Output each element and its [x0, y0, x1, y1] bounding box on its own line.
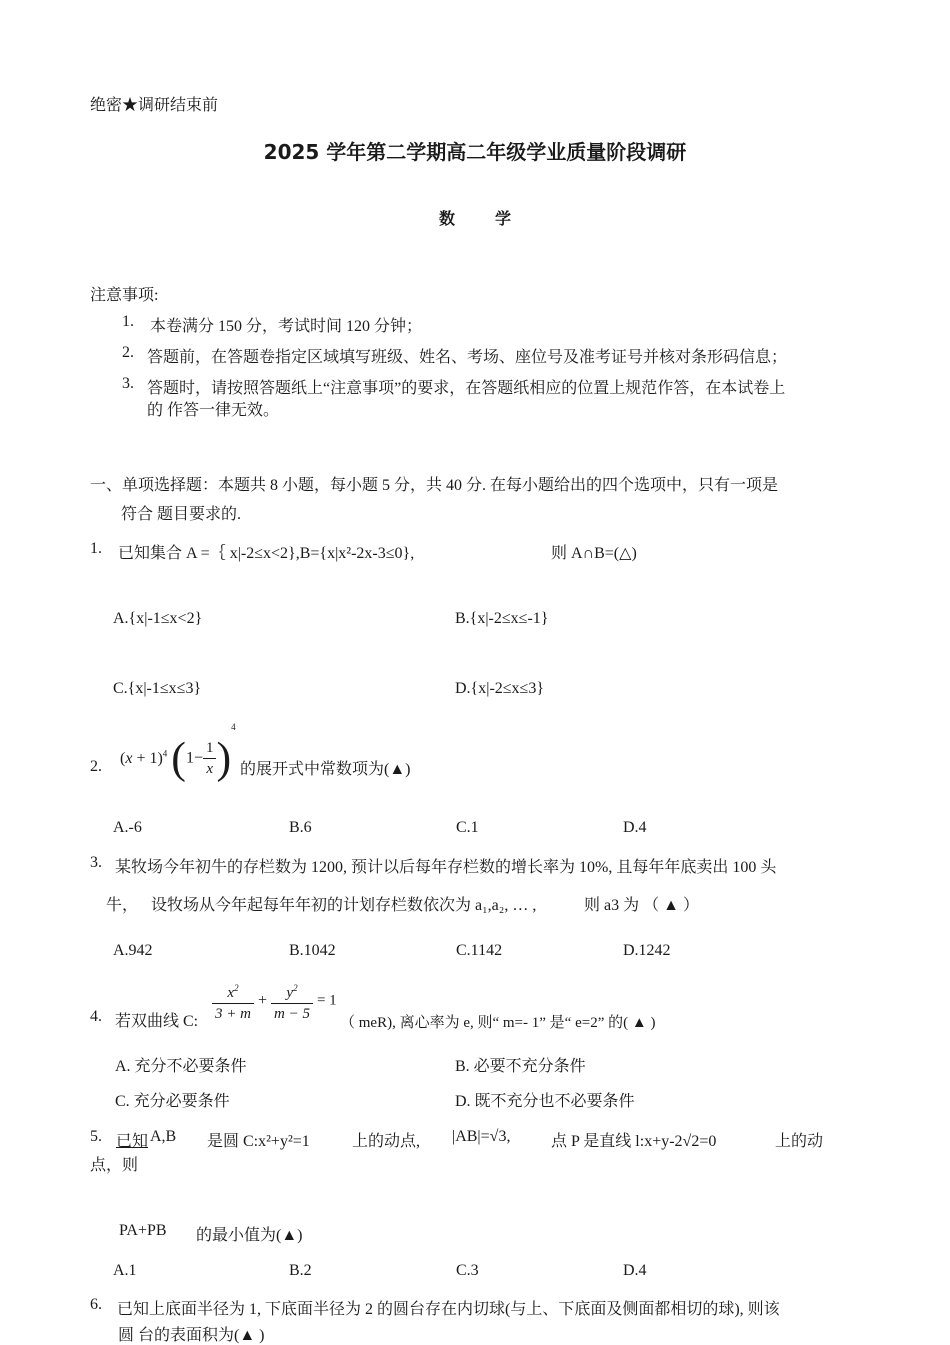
question-stem: 已知集合 A =｛ x|-2≤x<2},B={x|x²-2x-3≤0}, [118, 545, 415, 562]
notice-number: 2. [122, 344, 134, 361]
question-stem: 点 P 是直线 l:x+y-2√2=0 [551, 1133, 717, 1150]
question-stem-continued: 设牧场从今年起每年年初的计划存栏数依次为 a₁,a₂, … , [151, 897, 537, 914]
question-number: 4. [90, 1008, 102, 1025]
option-d: D. 既不充分也不必要条件 [455, 1093, 635, 1110]
notice-text-continued: 的 作答一律无效。 [147, 402, 280, 419]
option-d: D.1242 [623, 942, 671, 959]
option-c: C.{x|-1≤x≤3} [113, 680, 202, 697]
question-number: 3. [90, 854, 102, 871]
option-a: A.-6 [113, 819, 142, 836]
option-a: A.942 [113, 942, 153, 959]
notice-heading: 注意事项: [90, 287, 159, 304]
option-c: C. 充分必要条件 [115, 1093, 230, 1110]
question-stem: A,B [150, 1128, 177, 1145]
option-c: C.1 [456, 819, 479, 836]
question-stem: 上的动 [775, 1133, 824, 1150]
hyperbola-equation: $\frac{x^2}{3 + m}$ + $\frac{y^2}{m - 5}$ = 1 [212, 978, 337, 1024]
option-c: C.3 [456, 1262, 479, 1279]
notice-text: 本卷满分 150 分，考试时间 120 分钟； [150, 318, 423, 335]
question-stem: 上的动点, [352, 1133, 421, 1150]
option-b: B.6 [289, 819, 312, 836]
question-stem-tail: 则 a3 为 （ ▲ ） [584, 897, 699, 914]
notice-number: 1. [122, 313, 134, 330]
question-stem: |AB|=√3, [452, 1128, 511, 1145]
exam-title: 2025 学年第二学期高二年级学业质量阶段调研 [263, 140, 687, 164]
question-stem-continued: PA+PB [119, 1222, 167, 1239]
notice-number: 3. [122, 375, 134, 392]
option-d: D.4 [623, 1262, 647, 1279]
question-stem: 是圆 C:x²+y²=1 [207, 1133, 310, 1150]
option-a: A.1 [113, 1262, 137, 1279]
question-stem-tail: 的最小值为(▲) [196, 1227, 303, 1244]
question-stem-tail: （ meR), 离心率为 e, 则“ m=- 1” 是“ e=2” 的( ▲ ) [340, 1015, 656, 1031]
question-stem-tail: 的展开式中常数项为(▲) [240, 761, 411, 778]
question-stem-continued: 点，则 [90, 1157, 139, 1174]
notice-text: 答题前，在答题卷指定区域填写班级、姓名、考场、座位号及准考证号并核对条形码信息； [147, 349, 788, 366]
confidential-label: 绝密★调研结束前 [90, 97, 219, 114]
question-stem-continued: 牛， [106, 897, 139, 914]
option-a: A.{x|-1≤x<2} [113, 610, 203, 627]
question-stem: 某牧场今年初牛的存栏数为 1200, 预计以后每年存栏数的增长率为 10%, 且每年年底卖出 100 头 [115, 859, 777, 876]
option-b: B.{x|-2≤x≤-1} [455, 610, 549, 627]
question-number: 2. [90, 758, 102, 775]
question-number: 6. [90, 1296, 102, 1313]
option-d: D.4 [623, 819, 647, 836]
binomial-expression: $(x + 1)^4$ (1− $\frac{1}{x}$ )$^4$ [120, 722, 236, 783]
section-heading: 一、单项选择题：本题共 8 小题，每小题 5 分，共 40 分. 在每小题给出的四个选项中，只有一项是 [90, 477, 779, 494]
question-stem: 若双曲线 C: [115, 1013, 199, 1030]
option-b: B.2 [289, 1262, 312, 1279]
option-a: A. 充分不必要条件 [115, 1058, 247, 1075]
question-stem-continued: 圆 台的表面积为(▲ ) [118, 1327, 265, 1344]
section-heading-continued: 符合 题目要求的. [121, 506, 242, 523]
question-number: 1. [90, 540, 102, 557]
notice-text: 答题时，请按照答题纸上“注意事项”的要求，在答题纸相应的位置上规范作答，在本试卷上 [147, 380, 786, 397]
option-d: D.{x|-2≤x≤3} [455, 680, 545, 697]
question-stem-tail: 则 A∩B=(△) [551, 545, 637, 562]
subject-title: 数学 [438, 209, 551, 228]
question-stem: 已知 [116, 1133, 149, 1150]
question-stem: 已知上底面半径为 1, 下底面半径为 2 的圆台存在内切球(与上、下底面及侧面都相切的球), 则该 [117, 1301, 780, 1318]
option-b: B. 必要不充分条件 [455, 1058, 586, 1075]
option-b: B.1042 [289, 942, 336, 959]
question-number: 5. [90, 1128, 102, 1145]
option-c: C.1142 [456, 942, 503, 959]
